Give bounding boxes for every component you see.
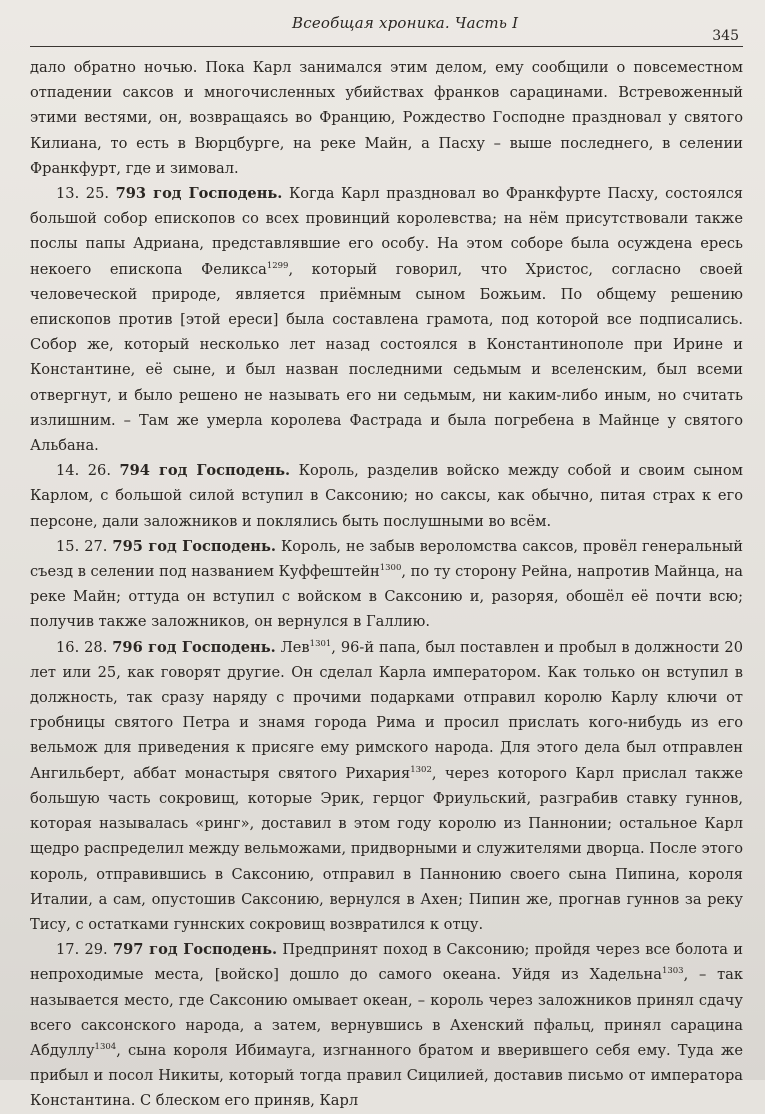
text-run: Король, разделив войско между собой и своим сыном Карлом, с большой силой вступил в Саксонию; но саксы, как обычно, питая страх к его персоне, дали заложников и поклялись быть послушными во всём. [30,462,744,530]
text-run: 17. 29. [56,941,113,959]
year-heading: 794 год Господень. [119,462,291,480]
text-run: , который говорил, что Христос, согласно своей человеческой природе, является приёмным сыном Божьим. По общему решению епископов против [этой ереси] была составлена грамота, под которой все подписались. Собор же, который несколько лет назад состоялся в Константинополе при Ирине и Константине, её сыне, и был назван последними седьмым и вселенским, был всеми отвергнут, и было решено не называть его ни седьмым, ни каким-либо иным, но считать излишним. – Там же умерла королева Фастрада и была погребена в Майнце у святого Альбана. [30,260,743,455]
page-number: 345 [712,28,739,44]
text-run: 16. 28. [56,638,113,656]
text-run: Лев [275,638,310,656]
paragraph [30,458,743,534]
year-heading: 793 год Господень. [115,185,283,203]
year-heading: 796 год Господень. [112,638,276,656]
year-heading: 797 год Господень. [112,941,278,959]
footnote-ref: 1300 [379,563,402,574]
footnote-ref: 1299 [266,260,289,271]
footnote-ref: 1301 [309,638,332,649]
paragraph [30,55,743,181]
text-run: 14. 26. [56,462,120,480]
header-title: Всеобщая хроника. Часть I [292,14,519,32]
year-heading: 795 год Господень. [112,537,276,555]
text-run: , 96-й папа, был поставлен и пробыл в должности 20 лет или 25, как говорят другие. Он сделал Карла императором. Как только он вступил в должность, так сразу наряду с прочими подарками отправил королю Карлу ключи от гробницы святого Петра и знамя города Рима и просил прислать кого-нибудь из его вельмож для приведения к присяге ему римского народа. Для этого дела был отправлен Ангильберт, аббат монастыря святого Рихария [30,638,743,782]
running-head [30,0,743,47]
text-run: Когда Карл праздновал во Франкфурте Пасху, состоялся большой собор епископов со всех провинций королевства; на нём присутствовали также послы папы Адриана, представлявшие его особу. На этом соборе была осуждена ересь некоего епископа Феликса [30,185,743,278]
text-run: Предпринят поход в Саксонию; пройдя через все болота и непроходимые места, [войско] дошло до самого океана. Уйдя из Хадельна [30,941,744,984]
paragraph [30,635,743,937]
text-run: дало обратно ночью. Пока Карл занимался этим делом, ему сообщили о повсеместном отпадении саксов и многочисленных убийствах франков сарацинами. Встревоженный этими вестями, он, возвращаясь во Францию, Рождество Господне праздновал у святого Килиана, то есть в Вюрцбурге, на реке Майн, а Пасху – выше последнего, в селении Франкфурт, где и зимовал. [30,59,743,177]
text-run: , сына короля Ибимаугa, изгнанного братом и вверившего себя ему. Туда же прибыл и посол Никиты, который тогда правил Сицилией, доставив письмо от императора Константина. С блеском его приняв, Карл [30,1041,743,1110]
text-run: Король, не забыв вероломства саксов, провёл генеральный съезд в селении под названием Куффештейн [30,537,743,581]
text-run: , – так называется место, где Саксонию омывает океан, – король через заложников принял сдачу всего саксонского народа, а затем, вернувшись в Ахенский пфальц, принял сарацина Абдуллу [30,966,744,1059]
footnote-ref: 1302 [410,764,432,775]
text-run: , через которого Карл прислал также большую часть сокровищ, которые Эрик, герцог Фриульский, разграбив ставку гуннов, которая называлась «ринг», доставил в этом году королю из Паннонии; остальное Карл щедро распределил между вельможами, придворными и служителями дворца. После этого король, отправившись в Саксонию, отправил в Паннонию своего сына Пипина, короля Италии, а сам, опустошив Саксонию, вернулся в Ахен; Пипин же, прогнав гуннов за реку Тису, с остатками гуннских сокровищ возвратился к отцу. [30,764,743,933]
footnote-ref: 1304 [94,1042,117,1053]
paragraph [30,937,743,1113]
text-run: 15. 27. [56,537,113,555]
paragraph [30,181,743,458]
footnote-ref: 1303 [661,966,684,977]
text-run: 13. 25. [56,185,116,203]
text-body [30,47,743,1114]
paragraph [30,534,743,635]
text-run: , по ту сторону Рейна, напротив Майнца, на реке Майн; оттуда он вступил с войском в Саксонию и, разоряя, обошёл её почти всю; получив также заложников, он вернулся в Галлию. [30,563,743,631]
